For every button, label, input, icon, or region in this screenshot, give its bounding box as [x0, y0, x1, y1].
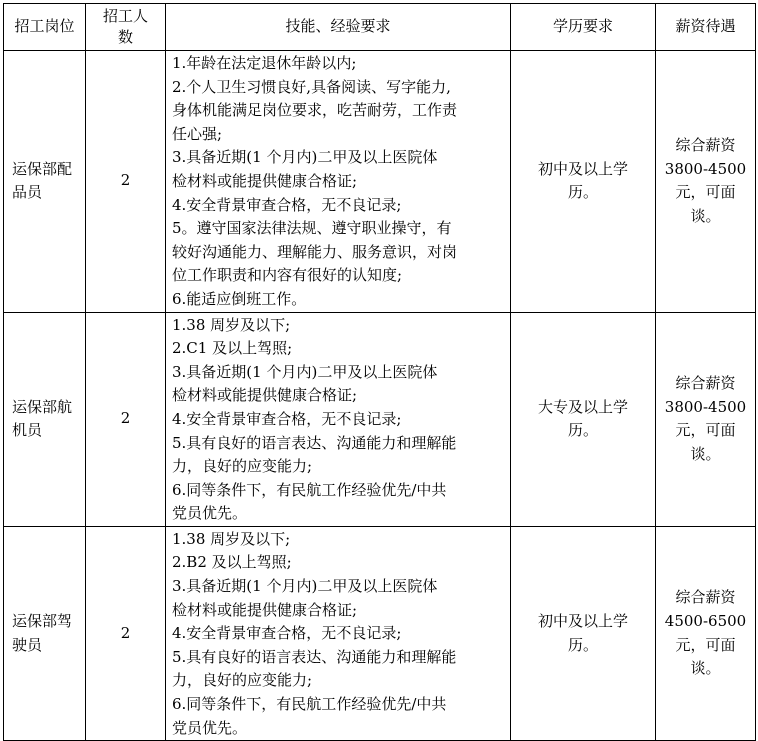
recruitment-table [3, 3, 756, 741]
count-cell [86, 312, 166, 526]
salary-cell-line: 3800-4500 [664, 159, 747, 178]
position-cell [4, 51, 86, 313]
header-education: 学历要求 [511, 4, 656, 51]
salary-cell-line: 元，可面 [675, 183, 736, 202]
requirements-cell-line: 位工作职责和内容有很好的认知度; [172, 266, 403, 285]
requirements-cell-line: 检材料或能提供健康合格证; [172, 171, 358, 190]
count-cell [86, 51, 166, 313]
table-row [4, 312, 756, 526]
requirements-cell-line: 2.C1 及以上驾照; [172, 339, 293, 358]
salary-cell-line: 4500-6500 [664, 611, 747, 630]
position-cell-line: 品员 [12, 183, 43, 202]
requirements-cell-line: 2.个人卫生习惯良好,具备阅读、写字能力, [172, 77, 451, 96]
salary-cell [656, 526, 756, 740]
education-cell [511, 526, 656, 740]
education-cell-line: 初中及以上学 [537, 611, 628, 630]
requirements-cell-line: 力，良好的应变能力; [172, 457, 313, 476]
education-cell-line: 历。 [567, 183, 598, 202]
requirements-cell [166, 51, 511, 313]
requirements-cell-line: 党员优先。 [172, 504, 248, 523]
count-cell-line: 2 [120, 409, 131, 428]
requirements-cell-line: 较好沟通能力、理解能力、服务意识，对岗 [172, 242, 458, 261]
table-row [4, 51, 756, 313]
requirements-cell-line: 4.安全背景审查合格，无不良记录; [172, 409, 402, 428]
header-row [4, 4, 756, 51]
salary-cell [656, 51, 756, 313]
requirements-cell-line: 3.具备近期(1 个月内)二甲及以上医院体 [172, 577, 438, 596]
requirements-cell-line: 1.38 周岁及以下; [172, 529, 291, 548]
education-cell-line: 大专及以上学 [537, 397, 628, 416]
education-cell-line: 历。 [567, 421, 598, 440]
salary-cell-line: 综合薪资 [675, 588, 736, 607]
requirements-cell-line: 5.具有良好的语言表达、沟通能力和理解能 [172, 433, 457, 452]
salary-cell-line: 元，可面 [675, 421, 736, 440]
education-cell [511, 312, 656, 526]
salary-cell-line: 谈。 [690, 659, 721, 678]
requirements-cell-line: 检材料或能提供健康合格证; [172, 386, 358, 405]
position-cell-line: 驶员 [12, 635, 43, 654]
salary-cell-line: 综合薪资 [675, 374, 736, 393]
position-cell-line: 机员 [12, 421, 43, 440]
requirements-cell-line: 6.同等条件下，有民航工作经验优先/中共 [172, 695, 447, 714]
position-cell-line: 运保部航 [12, 397, 73, 416]
requirements-cell-line: 3.具备近期(1 个月内)二甲及以上医院体 [172, 148, 438, 167]
requirements-cell [166, 526, 511, 740]
salary-cell [656, 312, 756, 526]
count-cell-line: 2 [120, 171, 131, 190]
requirements-cell-line: 6.能适应倒班工作。 [172, 289, 307, 308]
position-cell-line: 运保部配 [12, 159, 73, 178]
requirements-cell-line: 5.具有良好的语言表达、沟通能力和理解能 [172, 647, 457, 666]
education-cell-line: 初中及以上学 [537, 159, 628, 178]
position-cell-line: 运保部驾 [12, 611, 73, 630]
requirements-cell-line: 4.安全背景审查合格，无不良记录; [172, 195, 402, 214]
count-cell-line: 2 [120, 623, 131, 642]
requirements-cell-line: 身体机能满足岗位要求，吃苦耐劳，工作责 [172, 101, 458, 120]
salary-cell-line: 谈。 [690, 444, 721, 463]
salary-cell-line: 综合薪资 [675, 136, 736, 155]
salary-cell-line: 谈。 [690, 206, 721, 225]
requirements-cell-line: 5。遵守国家法律法规、遵守职业操守，有 [172, 219, 452, 238]
header-position: 招工岗位 [4, 4, 86, 51]
position-cell [4, 312, 86, 526]
requirements-cell-line: 1.年龄在法定退休年龄以内; [172, 54, 357, 72]
header-salary: 薪资待遇 [656, 4, 756, 51]
header-requirements: 技能、经验要求 [166, 4, 511, 51]
position-cell [4, 526, 86, 740]
requirements-cell-line: 4.安全背景审查合格，无不良记录; [172, 624, 402, 643]
requirements-cell-line: 2.B2 及以上驾照; [172, 553, 292, 572]
salary-cell-line: 元，可面 [675, 635, 736, 654]
requirements-cell-line: 检材料或能提供健康合格证; [172, 600, 358, 619]
requirements-cell-line: 力，良好的应变能力; [172, 671, 313, 690]
salary-cell-line: 3800-4500 [664, 397, 747, 416]
education-cell [511, 51, 656, 313]
table-row [4, 526, 756, 740]
requirements-cell [166, 312, 511, 526]
requirements-cell-line: 党员优先。 [172, 718, 248, 737]
requirements-cell-line: 1.38 周岁及以下; [172, 315, 291, 334]
header-count: 招工人数 [86, 4, 166, 51]
requirements-cell-line: 任心强; [172, 124, 223, 143]
requirements-cell-line: 6.同等条件下，有民航工作经验优先/中共 [172, 480, 447, 499]
education-cell-line: 历。 [567, 635, 598, 654]
requirements-cell-line: 3.具备近期(1 个月内)二甲及以上医院体 [172, 362, 438, 381]
count-cell [86, 526, 166, 740]
